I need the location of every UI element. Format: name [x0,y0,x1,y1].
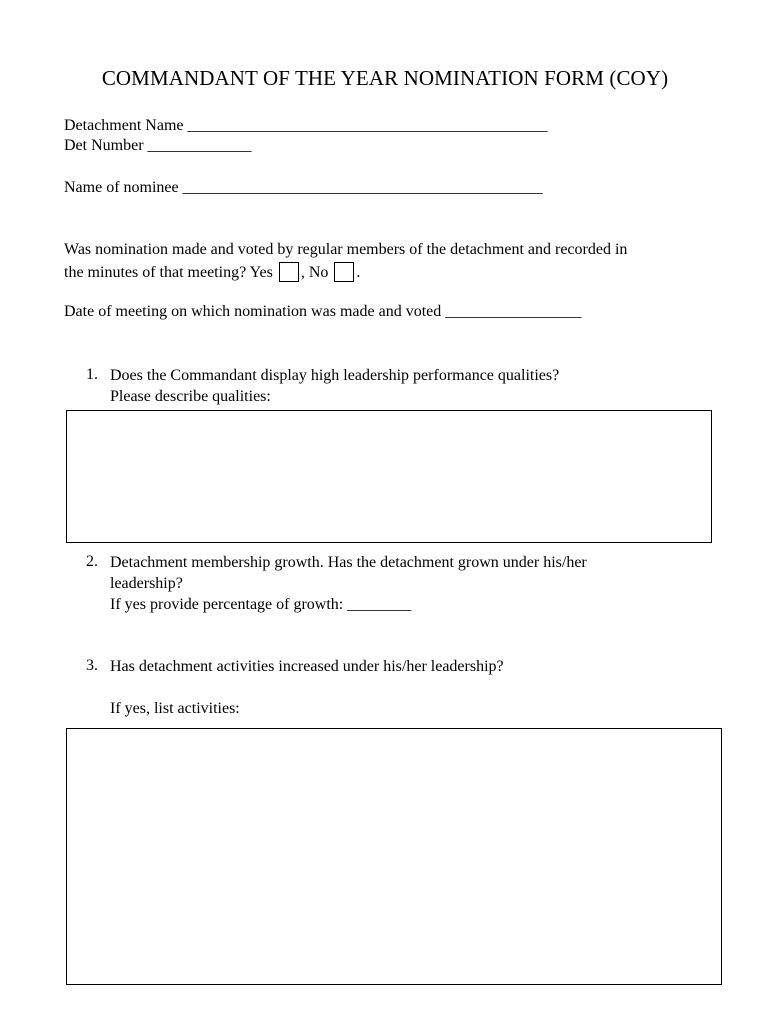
no-label: , No [300,264,329,281]
question-3-number: 3. [86,657,98,674]
det-number-field[interactable]: Det Number _____________ [64,137,252,154]
question-1-text: Does the Commandant display high leadership performance qualities? [110,367,560,384]
question-3-prompt: If yes, list activities: [110,700,240,717]
form-title: COMMANDANT OF THE YEAR NOMINATION FORM (COY) [101,66,669,90]
question-2-text: Detachment membership growth. Has the detachment grown under his/her [110,554,587,571]
no-checkbox[interactable] [334,262,354,282]
voting-question-line2 [64,262,360,283]
detachment-name-field[interactable]: Detachment Name _____________________________________________ [64,117,548,134]
activities-answer-box[interactable] [66,728,722,985]
voting-suffix: . [356,264,361,281]
yes-checkbox[interactable] [279,262,299,282]
voting-question-text: the minutes of that meeting? Yes [64,264,273,281]
growth-percentage-field[interactable]: If yes provide percentage of growth: ________ [110,596,412,613]
question-1-prompt: Please describe qualities: [110,388,271,405]
qualities-answer-box[interactable] [66,410,712,543]
question-2-text-cont: leadership? [110,575,183,592]
question-1-number: 1. [86,366,98,383]
question-3-text: Has detachment activities increased under his/her leadership? [110,658,504,675]
nominee-name-field[interactable]: Name of nominee _____________________________________________ [64,179,543,196]
meeting-date-field[interactable]: Date of meeting on which nomination was made and voted _________________ [64,303,582,320]
voting-question-line1: Was nomination made and voted by regular members of the detachment and recorded in [64,241,628,258]
question-2-number: 2. [86,553,98,570]
